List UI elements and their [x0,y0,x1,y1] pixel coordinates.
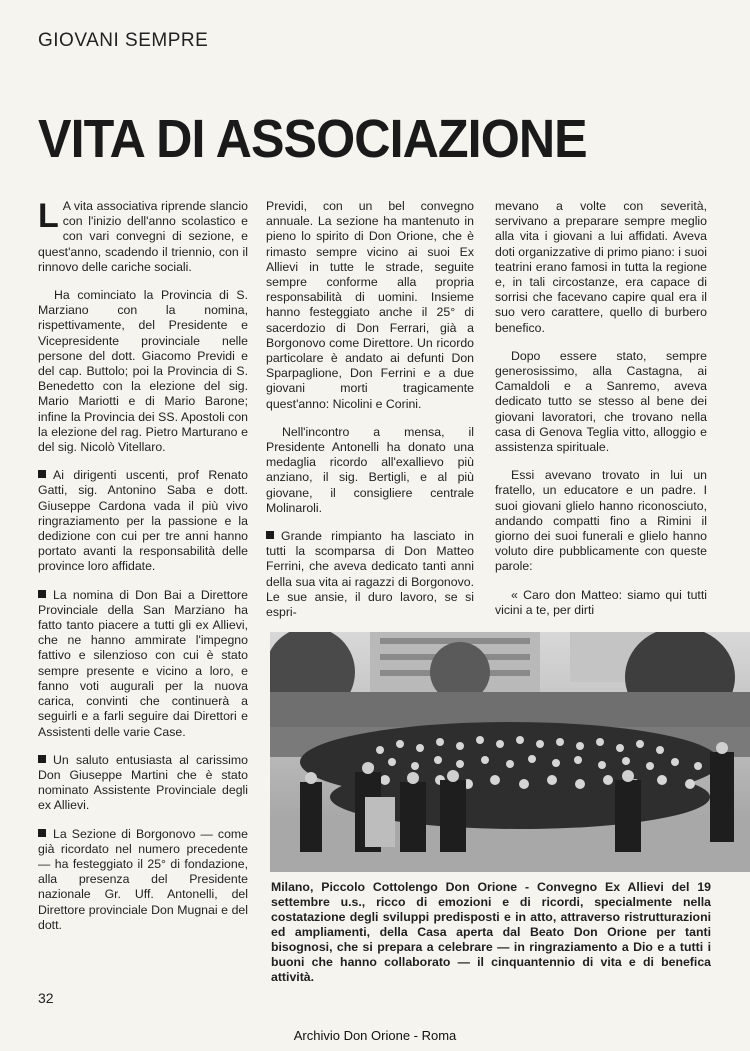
article-paragraph: « Caro don Matteo: siamo qui tutti vicini a te, per dirti [495,587,707,617]
bullet-square-icon [266,531,274,539]
article-column-2 [266,199,474,633]
bullet-square-icon [38,755,46,763]
article-paragraph: Nell'incontro a mensa, il Presidente Antonelli ha donato una medaglia ricordo all'exallievo più anziano, il sig. Bertigli, e al più giovane, il consigliere centrale Molinaroli. [266,424,474,515]
article-column-1 [38,199,248,946]
article-paragraph: La nomina di Don Bai a Direttore Provinciale della San Marziano ha fatto tanto piacere a tutti gli ex Allievi, che ne hanno ammirate l'impegno fattivo e silenzioso con cui è stato sempre presente e vicino a loro, e fanno voti augurali per la nuova carica, convinti che continuerà a seguirli e a farli seguire dai Direttori e Assistenti delle varie Case. [38,587,248,739]
section-label: GIOVANI SEMPRE [38,30,209,51]
article-paragraph: mevano a volte con severità, servivano a preparare sempre meglio alla vita i giovani a lui affidati. Aveva doti organizzative di primo piano: i suoi teatrini erano famosi in tutta la regione e, in tali circostanze, era capace di sorrisi che facevano capire qual era il suo vero carattere, quello di burbero benefico. [495,199,707,335]
page-title: VITA DI ASSOCIAZIONE [38,109,587,169]
bullet-square-icon [38,829,46,837]
article-paragraph: Dopo essere stato, sempre generosissimo, alla Castagna, ai Camaldoli e a Sanremo, aveva dedicato tutto se stesso al bene dei giovani lavoratori, che trovano nella casa di Genova Teglia vitto, alloggio e assistenza spirituale. [495,348,707,455]
article-column-3 [495,199,707,631]
group-photo [270,632,750,872]
article-paragraph: La Sezione di Borgonovo — come già ricordato nel numero precedente — ha festeggiato il 25° di fondazione, alla presenza del Presidente nazionale Gr. Uff. Antonelli, del Direttore provinciale Don Mugnai e del dott. [38,826,248,932]
article-paragraph: Un saluto entusiasta al carissimo Don Giuseppe Martini che è stato nominato Assistente Provinciale degli ex Allievi. [38,752,248,813]
article-paragraph: Ha cominciato la Provincia di S. Marziano con la nomina, rispettivamente, del Presidente e Vicepresidente provinciale nelle persone del dott. Giacomo Previdi e del cap. Buttolo; poi la Provincia di S. Benedetto con la elezione del sig. Mario Mariotti e di Mario Barone; infine la Provincia dei SS. Apostoli con la elezione del rag. Pietro Marturano e del sig. Nicolò Vitellaro. [38,288,248,455]
article-paragraph: Grande rimpianto ha lasciato in tutti la scomparsa di Don Matteo Ferrini, che aveva dedicato tanti anni della sua vita ai ragazzi di Borgonovo. Le sue ansie, il duro lavoro, se si espri- [266,529,474,620]
bullet-square-icon [38,470,46,478]
photo-caption: Milano, Piccolo Cottolengo Don Orione - Convegno Ex Allievi del 19 settembre u.s., ricco di emozioni e di ricordi, specialmente nella costatazione degli sviluppi predisposti e in atto, attraverso ristrutturazioni ed ampliamenti, della Casa aperta dal Beato Don Orione per tanti bisognosi, che si prepara a celebrare — in ringraziamento a Dio e a tutti i buoni che hanno collaborato — il cinquantennio di vita e di benefica attività. [271,880,711,984]
article-paragraph: Essi avevano trovato in lui un fratello, un educatore e un padre. I suoi giovani glielo hanno riconosciuto, andando compatti fino a Rimini il giorno dei suoi funerali e glielo hanno voluto dire pubblicamente con queste parole: [495,468,707,574]
article-paragraph: Previdi, con un bel convegno annuale. La sezione ha mantenuto in pieno lo spirito di Don Orione, che è rimasto sempre vicino ai suoi Ex Allievi in tutte le strade, seguite sempre conforme alla propria responsabilità di uomini. Insieme hanno festeggiato anche il 25° di sacerdozio di Don Ferrari, già a Borgonovo come Direttore. Un ricordo particolare è andato ai defunti Don Sparpaglione, Don Ferrini e a due giovani morti tragicamente quest'anno: Nicolini e Corini. [266,199,474,411]
article-paragraph: L A vita associativa riprende slancio con l'inizio dell'anno scolastico e con vari convegni di sezione, e quest'anno, scadendo il triennio, con il rinnovo delle cariche sociali. [38,197,248,274]
drop-cap: L [38,197,59,235]
page-number: 32 [38,990,54,1006]
article-paragraph: Ai dirigenti uscenti, prof Renato Gatti, sig. Antonino Saba e dott. Giuseppe Cardona vada il più vivo ringraziamento per la passione e la dedizione con cui per tre anni hanno portato avanti la responsabilità delle province loro affidate. [38,468,248,574]
bullet-square-icon [38,590,46,598]
archive-footer: Archivio Don Orione - Roma [293,1028,457,1043]
